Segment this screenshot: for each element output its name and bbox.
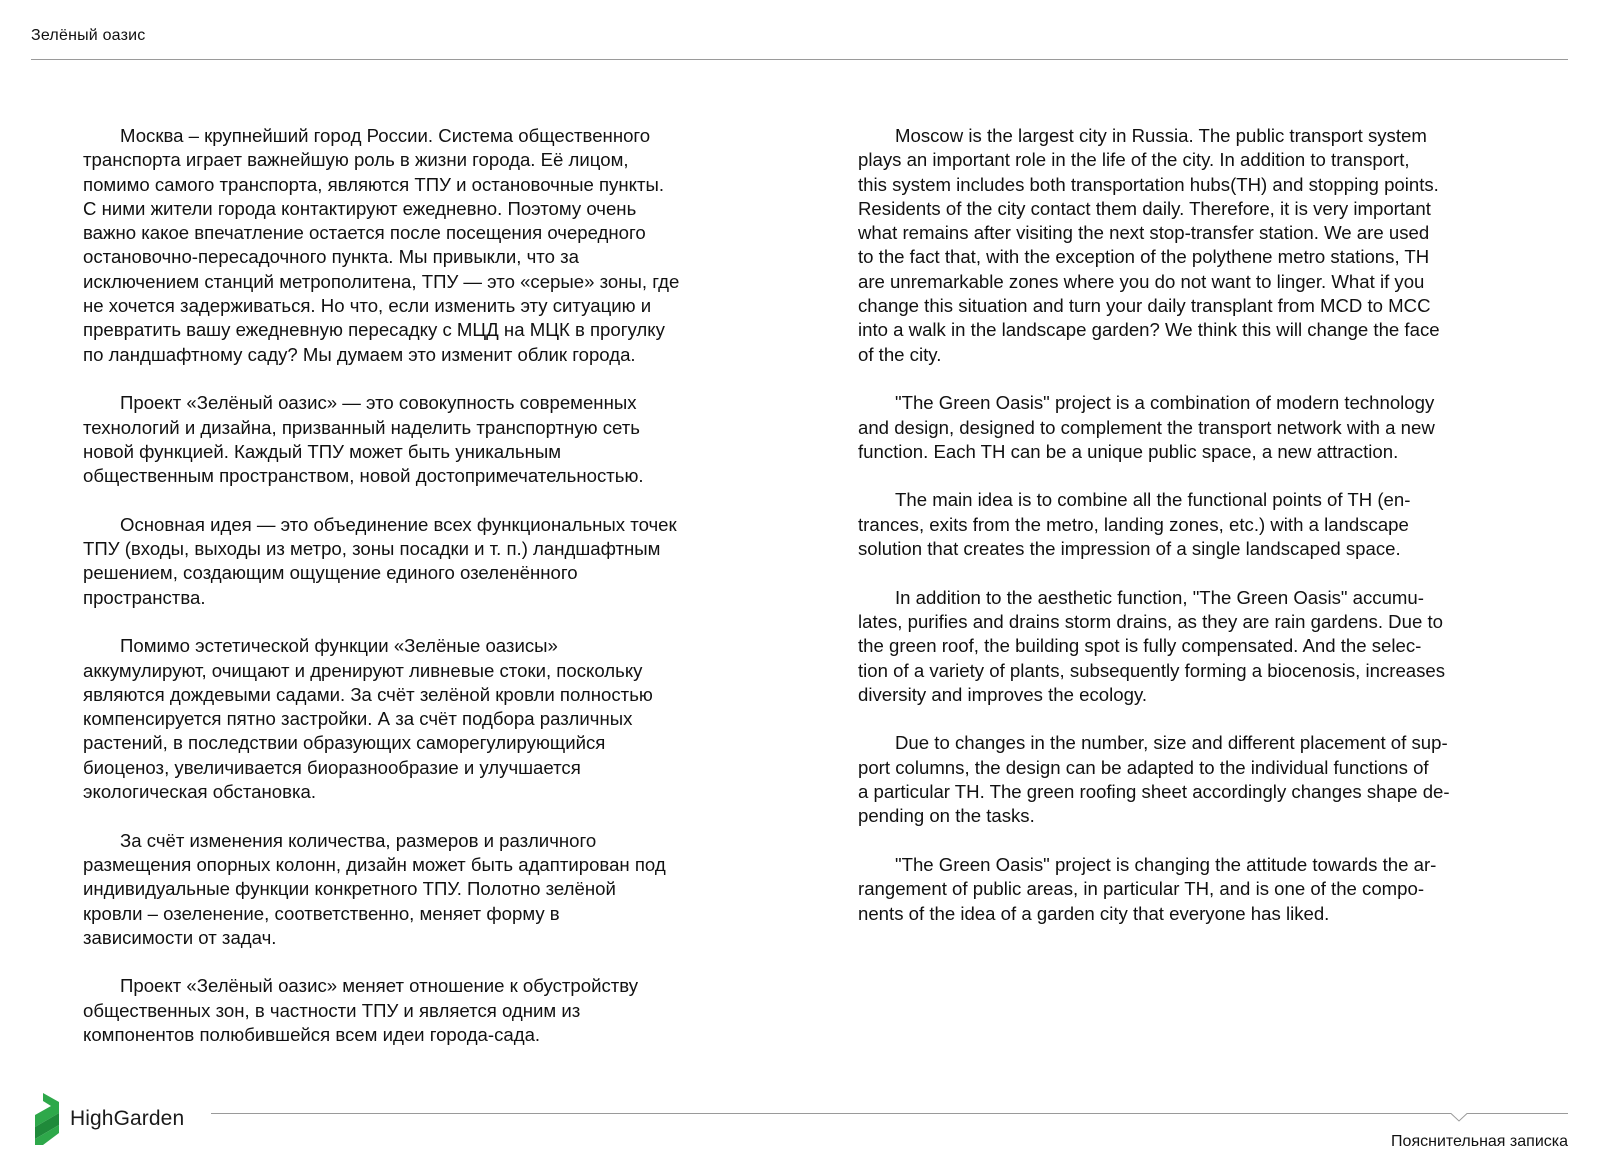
ru-paragraph-3: Основная идея — это объединение всех функциональных точек ТПУ (входы, выходы из метро, зоны посадки и т. п.) ландшафтным решением, создающим ощущение единого озеленённого пространства. [83, 513, 677, 608]
ru-paragraph-6: Проект «Зелёный оазис» меняет отношение к обустройству общественных зон, в частности ТПУ и является одним из компонентов полюбившейся всем идеи города-сада. [83, 975, 639, 1045]
footer-divider [211, 1112, 1568, 1128]
en-paragraph-1: Moscow is the largest city in Russia. The public transport system plays an important role in the life of the city. In addition to transport, this system includes both transportation hubs(TH) and stopping points. Residents of the city contact them daily. Therefore, it is very important what remains after visiting the next stop-transfer station. We are used to the fact that, with the exception of the polythene metro stations, TH are unremarkable zones where you do not want to linger. What if you change this situation and turn your daily transplant from MCD to MCC into a walk in the landscape garden? We think this will change the face of the city. [858, 125, 1440, 365]
header-divider [31, 59, 1568, 60]
ru-paragraph-5: За счёт изменения количества, размеров и различного размещения опорных колонн, дизайн может быть адаптирован под индивидуальные функции конкретного ТПУ. Полотно зелёной кровли – озеленение, соответственно, меняет форму в зависимости от задач. [83, 829, 666, 948]
en-paragraph-4: In addition to the aesthetic function, "The Green Oasis" accumu- lates, purifies and drains storm drains, as they are rain gardens. Due to the green roof, the building spot is fully compensated. And the selec- tion of a variety of plants, subsequently forming a biocenosis, increases diversity and improves the ecology. [858, 586, 1446, 705]
en-paragraph-2: "The Green Oasis" project is a combination of modern technology and design, designed to complement the transport network with a new function. Each TH can be a unique public space, a new attraction. [858, 392, 1435, 462]
highgarden-logo [31, 1093, 184, 1145]
en-paragraph-5: Due to changes in the number, size and different placement of sup- port columns, the design can be adapted to the individual functions of a particular TH. The green roofing sheet accordingly changes shape de- pending on the tasks. [858, 732, 1450, 827]
russian-text-column [83, 124, 751, 1072]
highgarden-leaf-logo-icon [31, 1093, 61, 1145]
en-paragraph-6: "The Green Oasis" project is changing the attitude towards the ar- rangement of public areas, in particular TH, and is one of the compo- nents of the idea of a garden city that everyone has liked. [858, 853, 1437, 924]
document-title: Зелёный оазис [31, 27, 146, 44]
ru-paragraph-2: Проект «Зелёный оазис» — это совокупность современных технологий и дизайна, призванный наделить транспортную сеть новой функцией. Каждый ТПУ может быть уникальным общественным пространством, новой достопримечательностью. [83, 392, 644, 487]
ru-paragraph-1: Москва – крупнейший город России. Система общественного транспорта играет важнейшую роль в жизни города. Её лицом, помимо самого транспорта, являются ТПУ и остановочные пункты. С ними жители города контактируют ежедневно. Поэтому очень важно какое впечатление остается после посещения очередного остановочно-пересадочного пункта. Мы привыкли, что за исключением станций метрополитена, ТПУ — это «серые» зоны, где не хочется задерживаться. Но что, если изменить эту ситуацию и превратить вашу ежедневную пересадку с МЦД на МЦК в прогулку по ландшафтному саду? Мы думаем это изменит облик города. [83, 125, 680, 365]
ru-paragraph-4: Помимо эстетической функции «Зелёные оазисы» аккумулируют, очищают и дренируют ливневые стоки, поскольку являются дождевыми садами. За счёт зелёной кровли полностью компенсируется пятно застройки. А за счёт подбора различных растений, в последствии образующих саморегулирующийся биоценоз, увеличивается биоразнообразие и улучшается экологическая обстановка. [83, 635, 653, 803]
brand-name: HighGarden [70, 1107, 185, 1130]
en-paragraph-3: The main idea is to combine all the functional points of TH (en- trances, exits from the metro, landing zones, etc.) with a landscape solution that creates the impression of a single landscaped space. [858, 489, 1411, 560]
english-text-column [858, 124, 1538, 950]
section-label: Пояснительная записка [1391, 1133, 1568, 1150]
